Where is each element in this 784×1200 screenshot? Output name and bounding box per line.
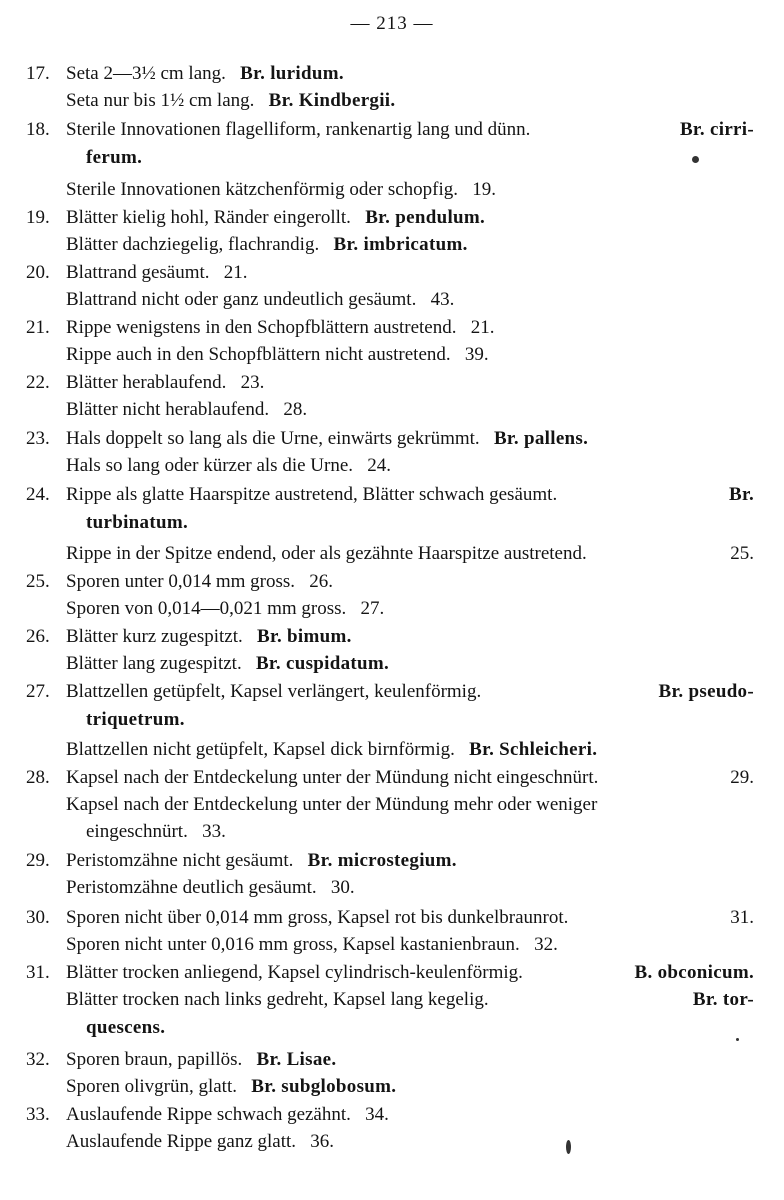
couplet-27-a-cont: triquetrum. [86, 709, 185, 730]
species-name: Br. Kindbergii. [268, 90, 396, 111]
couplet-29-a: 29. Peristomzähne nicht gesäumt. Br. microstegium. [26, 850, 457, 871]
species-name: Br. microstegium. [307, 850, 457, 871]
couplet-29-b: Peristomzähne deutlich gesäumt. 30. [66, 877, 355, 898]
couplet-number: 29. [26, 850, 50, 871]
couplet-25-a: 25. Sporen unter 0,014 mm gross. 26. [26, 571, 334, 592]
couplet-number: 21. [26, 317, 50, 338]
couplet-31-b: Blätter trocken nach links gedreht, Kapsel lang kegelig. Br. tor- [66, 989, 754, 1010]
couplet-18-a: 18. Sterile Innovationen flagelliform, rankenartig lang und dünn. Br. cirri- [26, 119, 754, 140]
couplet-21-a: 21. Rippe wenigstens in den Schopfblättern austretend. 21. [26, 317, 495, 338]
couplet-24-a-cont: turbinatum. [86, 512, 189, 533]
couplet-number: 23. [26, 428, 50, 449]
species-name: Br. Schleicheri. [469, 739, 598, 760]
couplet-number: 30. [26, 907, 50, 928]
species-name: Br. cirri- [679, 119, 754, 140]
couplet-30-b: Sporen nicht unter 0,016 mm gross, Kapsel kastanienbraun. 32. [66, 934, 558, 955]
species-name: Br. pendulum. [365, 207, 486, 228]
species-name: Br. [728, 484, 754, 505]
couplet-27-b: Blattzellen nicht getüpfelt, Kapsel dick birnförmig. Br. Schleicheri. [66, 739, 598, 760]
couplet-number: 28. [26, 767, 50, 788]
couplet-17-b: Seta nur bis 1½ cm lang. Br. Kindbergii. [66, 90, 396, 111]
species-name: Br. luridum. [240, 63, 344, 84]
couplet-31-b-cont: quescens. [86, 1017, 166, 1038]
couplet-22-b: Blätter nicht herablaufend. 28. [66, 399, 308, 420]
couplet-number: 17. [26, 63, 50, 84]
species-name: Br. tor- [692, 989, 754, 1010]
couplet-20-a: 20. Blattrand gesäumt. 21. [26, 262, 248, 283]
species-name: Br. imbricatum. [333, 234, 468, 255]
couplet-number: 33. [26, 1104, 50, 1125]
couplet-26-a: 26. Blätter kurz zugespitzt. Br. bimum. [26, 626, 352, 647]
couplet-number: 18. [26, 119, 50, 140]
couplet-22-a: 22. Blätter herablaufend. 23. [26, 372, 265, 393]
couplet-number: 20. [26, 262, 50, 283]
couplet-number: 24. [26, 484, 50, 505]
couplet-19-a: 19. Blätter kielig hohl, Ränder eingerollt. Br. pendulum. [26, 207, 486, 228]
couplet-24-b: Rippe in der Spitze endend, oder als gezähnte Haarspitze austretend. 25. [66, 543, 754, 564]
couplet-number: 19. [26, 207, 50, 228]
couplet-32-b: Sporen olivgrün, glatt. Br. subglobosum. [66, 1076, 397, 1097]
couplet-21-b: Rippe auch in den Schopfblättern nicht austretend. 39. [66, 344, 489, 365]
species-name: B. obconicum. [634, 962, 754, 983]
couplet-33-a: 33. Auslaufende Rippe schwach gezähnt. 34. [26, 1104, 389, 1125]
couplet-28-b: Kapsel nach der Entdeckelung unter der Mündung mehr oder weniger [66, 794, 598, 815]
couplet-18-b: Sterile Innovationen kätzchenförmig oder schopfig. 19. [66, 179, 497, 200]
couplet-25-b: Sporen von 0,014—0,021 mm gross. 27. [66, 598, 385, 619]
couplet-31-a: 31. Blätter trocken anliegend, Kapsel cylindrisch-keulenförmig. B. obconicum. [26, 962, 754, 983]
couplet-number: 26. [26, 626, 50, 647]
couplet-18-a-cont: ferum. [86, 147, 143, 168]
species-name: Br. pallens. [493, 428, 589, 449]
couplet-30-a: 30. Sporen nicht über 0,014 mm gross, Kapsel rot bis dunkelbraunrot. 31. [26, 907, 754, 928]
species-name: Br. cuspidatum. [255, 653, 390, 674]
couplet-17-a: 17. Seta 2—3½ cm lang. Br. luridum. [26, 63, 344, 84]
couplet-20-b: Blattrand nicht oder ganz undeutlich gesäumt. 43. [66, 289, 455, 310]
ink-speck [692, 156, 699, 163]
couplet-26-b: Blätter lang zugespitzt. Br. cuspidatum. [66, 653, 390, 674]
couplet-number: 32. [26, 1049, 50, 1070]
ink-speck [566, 1140, 571, 1154]
couplet-28-b-cont: eingeschnürt. 33. [86, 821, 226, 842]
species-name: Br. pseudo- [658, 681, 754, 702]
species-name: Br. bimum. [257, 626, 352, 647]
ink-speck [736, 1038, 739, 1041]
couplet-33-b: Auslaufende Rippe ganz glatt. 36. [66, 1131, 335, 1152]
couplet-23-a: 23. Hals doppelt so lang als die Urne, einwärts gekrümmt. Br. pallens. [26, 428, 589, 449]
species-name: Br. Lisae. [256, 1049, 337, 1070]
couplet-number: 22. [26, 372, 50, 393]
couplet-number: 25. [26, 571, 50, 592]
couplet-number: 27. [26, 681, 50, 702]
couplet-24-a: 24. Rippe als glatte Haarspitze austretend, Blätter schwach gesäumt. Br. [26, 484, 754, 505]
species-name: Br. subglobosum. [251, 1076, 397, 1097]
couplet-19-b: Blätter dachziegelig, flachrandig. Br. imbricatum. [66, 234, 468, 255]
page-number: — 213 — [350, 13, 434, 34]
couplet-28-a: 28. Kapsel nach der Entdeckelung unter der Mündung nicht eingeschnürt. 29. [26, 767, 754, 788]
couplet-32-a: 32. Sporen braun, papillös. Br. Lisae. [26, 1049, 337, 1070]
couplet-27-a: 27. Blattzellen getüpfelt, Kapsel verlängert, keulenförmig. Br. pseudo- [26, 681, 754, 702]
couplet-number: 31. [26, 962, 50, 983]
couplet-23-b: Hals so lang oder kürzer als die Urne. 24. [66, 455, 392, 476]
